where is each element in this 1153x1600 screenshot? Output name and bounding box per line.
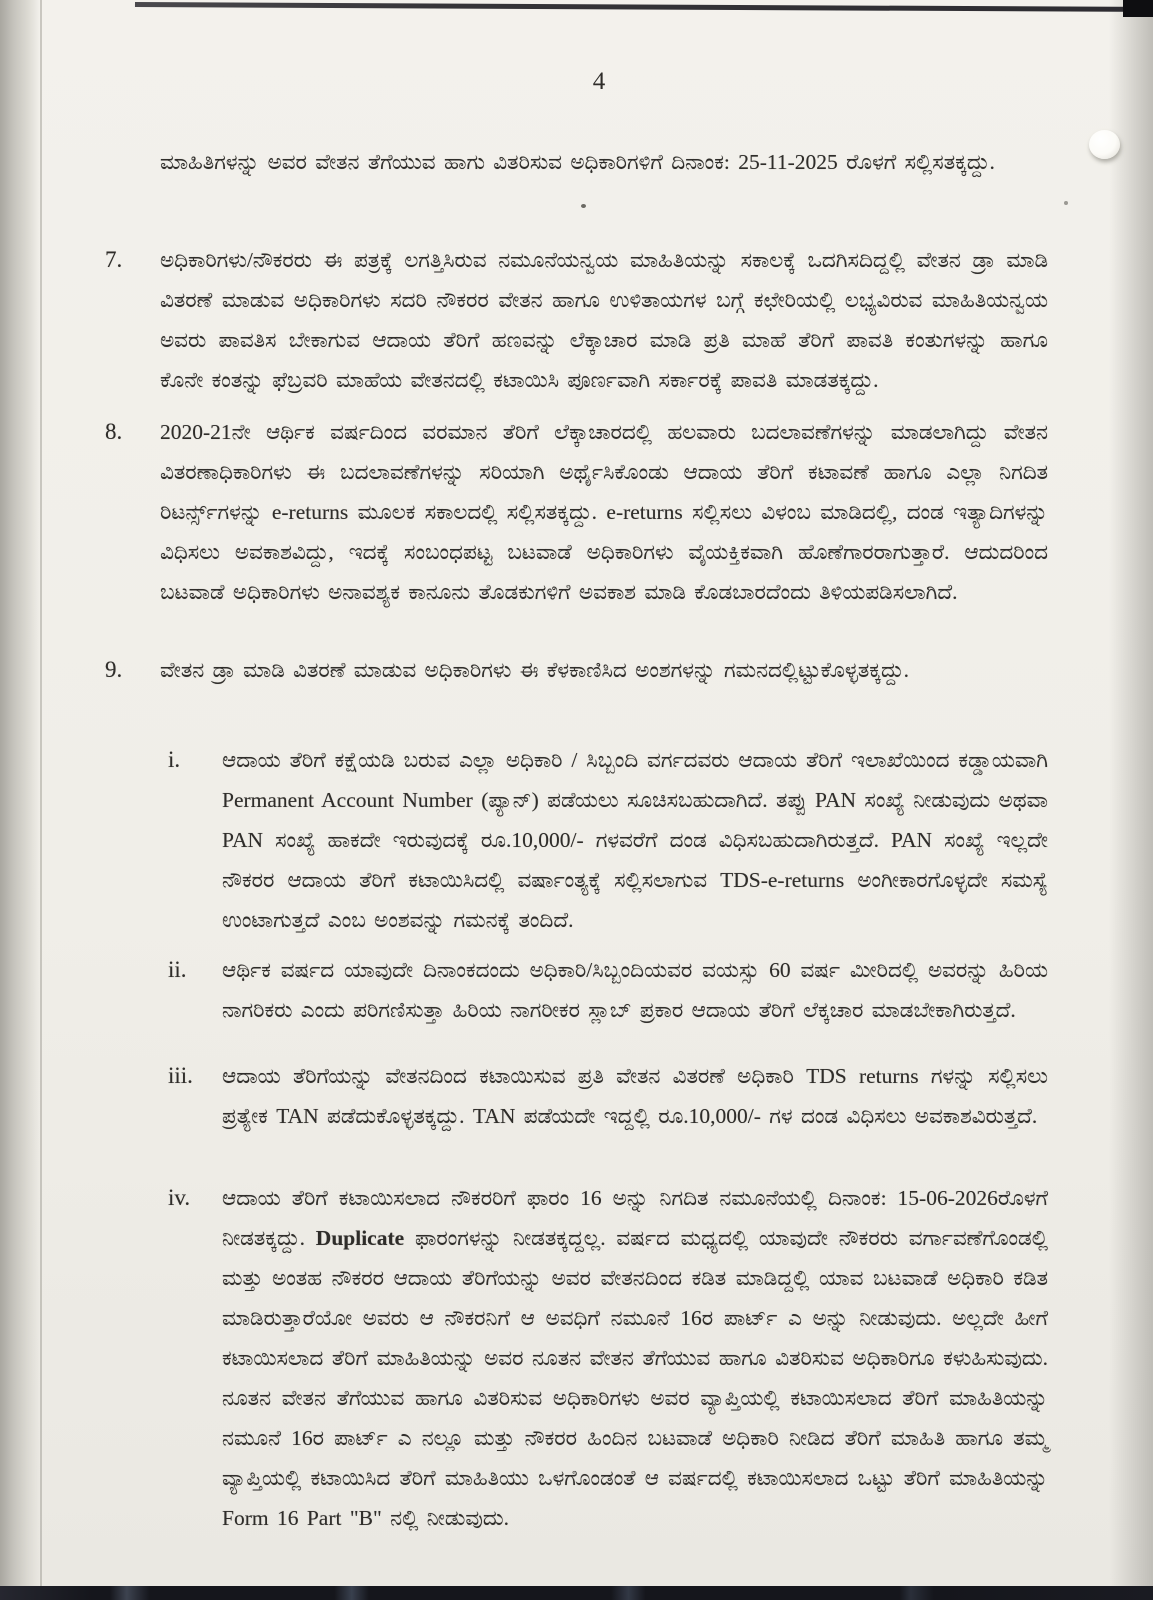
subitem-i-text: ಆದಾಯ ತೆರಿಗೆ ಕಕ್ಷೆಯಡಿ ಬರುವ ಎಲ್ಲಾ ಅಧಿಕಾರಿ / ಸಿಬ್ಬಂದಿ ವರ್ಗದವರು ಆದಾಯ ತೆರಿಗೆ ಇಲಾಖೆಯಿಂದ ಕಡ್ಡಾಯವಾಗಿ Permanent Account Number (ಪ್ಯಾನ್) ಪಡೆಯಲು ಸೂಚಿಸಬಹುದಾಗಿದೆ. ತಪ್ಪು PAN ಸಂಖ್ಯೆ ನೀಡುವುದು ಅಥವಾ PAN ಸಂಖ್ಯೆ ಹಾಕದೇ ಇರುವುದಕ್ಕೆ ರೂ.10,000/- ಗಳವರೆಗೆ ದಂಡ ವಿಧಿಸಬಹುದಾಗಿರುತ್ತದೆ. PAN ಸಂಖ್ಯೆ ಇಲ್ಲದೇ ನೌಕರರ ಆದಾಯ ತೆರಿಗೆ ಕಟಾಯಿಸಿದಲ್ಲಿ ವರ್ಷಾಂತ್ಯಕ್ಕೆ ಸಲ್ಲಿಸಲಾಗುವ TDS-e-returns ಅಂಗೀಕಾರಗೊಳ್ಳದೇ ಸಮಸ್ಯೆ ಉಂಟಾಗುತ್ತದೆ ಎಂಬ ಅಂಶವನ್ನು ಗಮನಕ್ಕೆ ತಂದಿದೆ. [222, 748, 1048, 932]
subitem-iii [168, 1056, 1048, 1136]
subitem-iv-text-before-bold: ಆದಾಯ ತೆರಿಗೆ ಕಟಾಯಿಸಲಾದ ನೌಕರರಿಗೆ ಫಾರಂ 16 ಅನ್ನು ನಿಗದಿತ ನಮೂನೆಯಲ್ಲಿ ದಿನಾಂಕ: 15-06-2026ರೊಳಗೆ ನೀಡತಕ್ಕದ್ದು. [222, 1186, 1048, 1250]
paragraph-8 [105, 412, 1048, 612]
paragraph-9-number: 9. [105, 657, 123, 682]
paragraph-9-text: ವೇತನ ಡ್ರಾ ಮಾಡಿ ವಿತರಣೆ ಮಾಡುವ ಅಧಿಕಾರಿಗಳು ಈ ಕೆಳಕಾಣಿಸಿದ ಅಂಶಗಳನ್ನು ಗಮನದಲ್ಲಿಟ್ಟುಕೊಳ್ಳತಕ್ಕದ್ದು. [160, 658, 910, 682]
subitem-ii-text: ಆರ್ಥಿಕ ವರ್ಷದ ಯಾವುದೇ ದಿನಾಂಕದಂದು ಅಧಿಕಾರಿ/ಸಿಬ್ಬಂದಿಯವರ ವಯಸ್ಸು 60 ವರ್ಷ ಮೀರಿದಲ್ಲಿ ಅವರನ್ನು ಹಿರಿಯ ನಾಗರಿಕರು ಎಂದು ಪರಿಗಣಿಸುತ್ತಾ ಹಿರಿಯ ನಾಗರೀಕರ ಸ್ಲಾಬ್ ಪ್ರಕಾರ ಆದಾಯ ತೆರಿಗೆ ಲೆಕ್ಕಚಾರ ಮಾಡಬೇಕಾಗಿರುತ್ತದೆ. [222, 958, 1048, 1022]
subitem-iv-bold-word: Duplicate [315, 1226, 405, 1250]
scan-right-edge-shadow [1109, 0, 1153, 1600]
subitem-iii-text: ಆದಾಯ ತೆರಿಗೆಯನ್ನು ವೇತನದಿಂದ ಕಟಾಯಿಸುವ ಪ್ರತಿ ವೇತನ ವಿತರಣೆ ಅಧಿಕಾರಿ TDS returns ಗಳನ್ನು ಸಲ್ಲಿಸಲು ಪ್ರತ್ಯೇಕ TAN ಪಡೆದುಕೊಳ್ಳತಕ್ಕದ್ದು. TAN ಪಡೆಯದೇ ಇದ್ದಲ್ಲಿ ರೂ.10,000/- ಗಳ ದಂಡ ವಿಧಿಸಲು ಅವಕಾಶವಿರುತ್ತದೆ. [222, 1064, 1048, 1128]
intro-continuation-paragraph: ಮಾಹಿತಿಗಳನ್ನು ಅವರ ವೇತನ ತೆಗೆಯುವ ಹಾಗು ವಿತರಿಸುವ ಅಧಿಕಾರಿಗಳಿಗೆ ದಿನಾಂಕ: 25-11-2025 ರೊಳಗೆ ಸಲ್ಲಿಸತಕ್ಕದ್ದು. [160, 149, 995, 174]
subitem-iii-number: iii. [168, 1063, 193, 1088]
paragraph-7-text: ಅಧಿಕಾರಿಗಳು/ನೌಕರರು ಈ ಪತ್ರಕ್ಕೆ ಲಗತ್ತಿಸಿರುವ ನಮೂನೆಯನ್ವಯ ಮಾಹಿತಿಯನ್ನು ಸಕಾಲಕ್ಕೆ ಒದಗಿಸದಿದ್ದಲ್ಲಿ ವೇತನ ಡ್ರಾ ಮಾಡಿ ವಿತರಣೆ ಮಾಡುವ ಅಧಿಕಾರಿಗಳು ಸದರಿ ನೌಕರರ ವೇತನ ಹಾಗೂ ಉಳಿತಾಯಗಳ ಬಗ್ಗೆ ಕಛೇರಿಯಲ್ಲಿ ಲಭ್ಯವಿರುವ ಮಾಹಿತಿಯನ್ವಯ ಅವರು ಪಾವತಿಸ ಬೇಕಾಗುವ ಆದಾಯ ತೆರಿಗೆ ಹಣವನ್ನು ಲೆಕ್ಕಾಚಾರ ಮಾಡಿ ಪ್ರತಿ ಮಾಹೆ ತೆರಿಗೆ ಪಾವತಿ ಕಂತುಗಳನ್ನು ಹಾಗೂ ಕೊನೇ ಕಂತನ್ನು ಫೆಬ್ರವರಿ ಮಾಹೆಯ ವೇತನದಲ್ಲಿ ಕಟಾಯಿಸಿ ಪೂರ್ಣವಾಗಿ ಸರ್ಕಾರಕ್ಕೆ ಪಾವತಿ ಮಾಡತಕ್ಕದ್ದು. [160, 248, 1048, 392]
subitem-iv-number: iv. [168, 1185, 191, 1210]
scan-left-edge-shadow [0, 0, 40, 1600]
subitem-ii-number: ii. [168, 957, 187, 982]
paragraph-7-number: 7. [105, 247, 123, 272]
scan-speck [1064, 201, 1068, 205]
scan-top-dark-bar [135, 2, 1153, 12]
scan-left-edge-line [40, 0, 42, 1600]
paragraph-8-number: 8. [105, 419, 123, 444]
page-number: 4 [592, 68, 607, 95]
paragraph-8-text: 2020-21ನೇ ಆರ್ಥಿಕ ವರ್ಷದಿಂದ ವರಮಾನ ತೆರಿಗೆ ಲೆಕ್ಕಾಚಾರದಲ್ಲಿ ಹಲವಾರು ಬದಲಾವಣೆಗಳನ್ನು ಮಾಡಲಾಗಿದ್ದು ವೇತನ ವಿತರಣಾಧಿಕಾರಿಗಳು ಈ ಬದಲಾವಣೆಗಳನ್ನು ಸರಿಯಾಗಿ ಅರ್ಥೈಸಿಕೊಂಡು ಆದಾಯ ತೆರಿಗೆ ಕಟಾವಣೆ ಹಾಗೂ ಎಲ್ಲಾ ನಿಗದಿತ ರಿಟರ್ನ್ಸ್‌ಗಳನ್ನು e-returns ಮೂಲಕ ಸಕಾಲದಲ್ಲಿ ಸಲ್ಲಿಸತಕ್ಕದ್ದು. e-returns ಸಲ್ಲಿಸಲು ವಿಳಂಬ ಮಾಡಿದಲ್ಲಿ, ದಂಡ ಇತ್ಯಾದಿಗಳನ್ನು ವಿಧಿಸಲು ಅವಕಾಶವಿದ್ದು, ಇದಕ್ಕೆ ಸಂಬಂಧಪಟ್ಟ ಬಟವಾಡೆ ಅಧಿಕಾರಿಗಳು ವೈಯಕ್ತಿಕವಾಗಿ ಹೊಣೆಗಾರರಾಗುತ್ತಾರೆ. ಆದುದರಿಂದ ಬಟವಾಡೆ ಅಧಿಕಾರಿಗಳು ಅನಾವಶ್ಯಕ ಕಾನೂನು ತೊಡಕುಗಳಿಗೆ ಅವಕಾಶ ಮಾಡಿ ಕೊಡಬಾರದೆಂದು ತಿಳಿಯಪಡಿಸಲಾಗಿದೆ. [160, 420, 1048, 604]
subitem-i [168, 740, 1048, 940]
subitem-i-number: i. [168, 747, 181, 772]
punch-hole-dot [1089, 130, 1120, 159]
paragraph-9 [105, 650, 1048, 690]
paragraph-7 [105, 240, 1048, 400]
scan-bottom-dark-bar [0, 1586, 1153, 1600]
subitem-ii [168, 950, 1048, 1030]
subitem-iv-text [222, 1178, 1048, 1538]
subitem-iv-text-after-bold: ಫಾರಂಗಳನ್ನು ನೀಡತಕ್ಕದ್ದಲ್ಲ. ವರ್ಷದ ಮಧ್ಯದಲ್ಲಿ ಯಾವುದೇ ನೌಕರರು ವರ್ಗಾವಣೆಗೊಂಡಲ್ಲಿ ಮತ್ತು ಅಂತಹ ನೌಕರರ ಆದಾಯ ತೆರಿಗೆಯನ್ನು ಅವರ ವೇತನದಿಂದ ಕಡಿತ ಮಾಡಿದ್ದಲ್ಲಿ ಯಾವ ಬಟವಾಡೆ ಅಧಿಕಾರಿ ಕಡಿತ ಮಾಡಿರುತ್ತಾರೆಯೋ ಅವರು ಆ ನೌಕರನಿಗೆ ಆ ಅವಧಿಗೆ ನಮೂನೆ 16ರ ಪಾರ್ಟ್ ಎ ಅನ್ನು ನೀಡುವುದು. ಅಲ್ಲದೇ ಹೀಗೆ ಕಟಾಯಿಸಲಾದ ತೆರಿಗೆ ಮಾಹಿತಿಯನ್ನು ಅವರ ನೂತನ ವೇತನ ತೆಗೆಯುವ ಹಾಗೂ ವಿತರಿಸುವ ಅಧಿಕಾರಿಗೂ ಕಳುಹಿಸುವುದು. ನೂತನ ವೇತನ ತೆಗೆಯುವ ಹಾಗೂ ವಿತರಿಸುವ ಅಧಿಕಾರಿಗಳು ಅವರ ವ್ಯಾಪ್ತಿಯಲ್ಲಿ ಕಟಾಯಿಸಲಾದ ತೆರಿಗೆ ಮಾಹಿತಿಯನ್ನು ನಮೂನೆ 16ರ ಪಾರ್ಟ್ ಎ ನಲ್ಲೂ ಮತ್ತು ನೌಕರರ ಹಿಂದಿನ ಬಟವಾಡೆ ಅಧಿಕಾರಿ ನೀಡಿದ ತೆರಿಗೆ ಮಾಹಿತಿ ಹಾಗೂ ತಮ್ಮ ವ್ಯಾಪ್ತಿಯಲ್ಲಿ ಕಟಾಯಿಸಿದ ತೆರಿಗೆ ಮಾಹಿತಿಯು ಒಳಗೊಂಡಂತೆ ಆ ವರ್ಷದಲ್ಲಿ ಕಟಾಯಿಸಲಾದ ಒಟ್ಟು ತೆರಿಗೆ ಮಾಹಿತಿಯನ್ನು Form 16 Part "B" ನಲ್ಲಿ ನೀಡುವುದು. [222, 1226, 1049, 1530]
subitem-iv [168, 1178, 1048, 1538]
scan-top-right-corner-block [1123, 0, 1153, 17]
scan-speck [581, 204, 586, 208]
